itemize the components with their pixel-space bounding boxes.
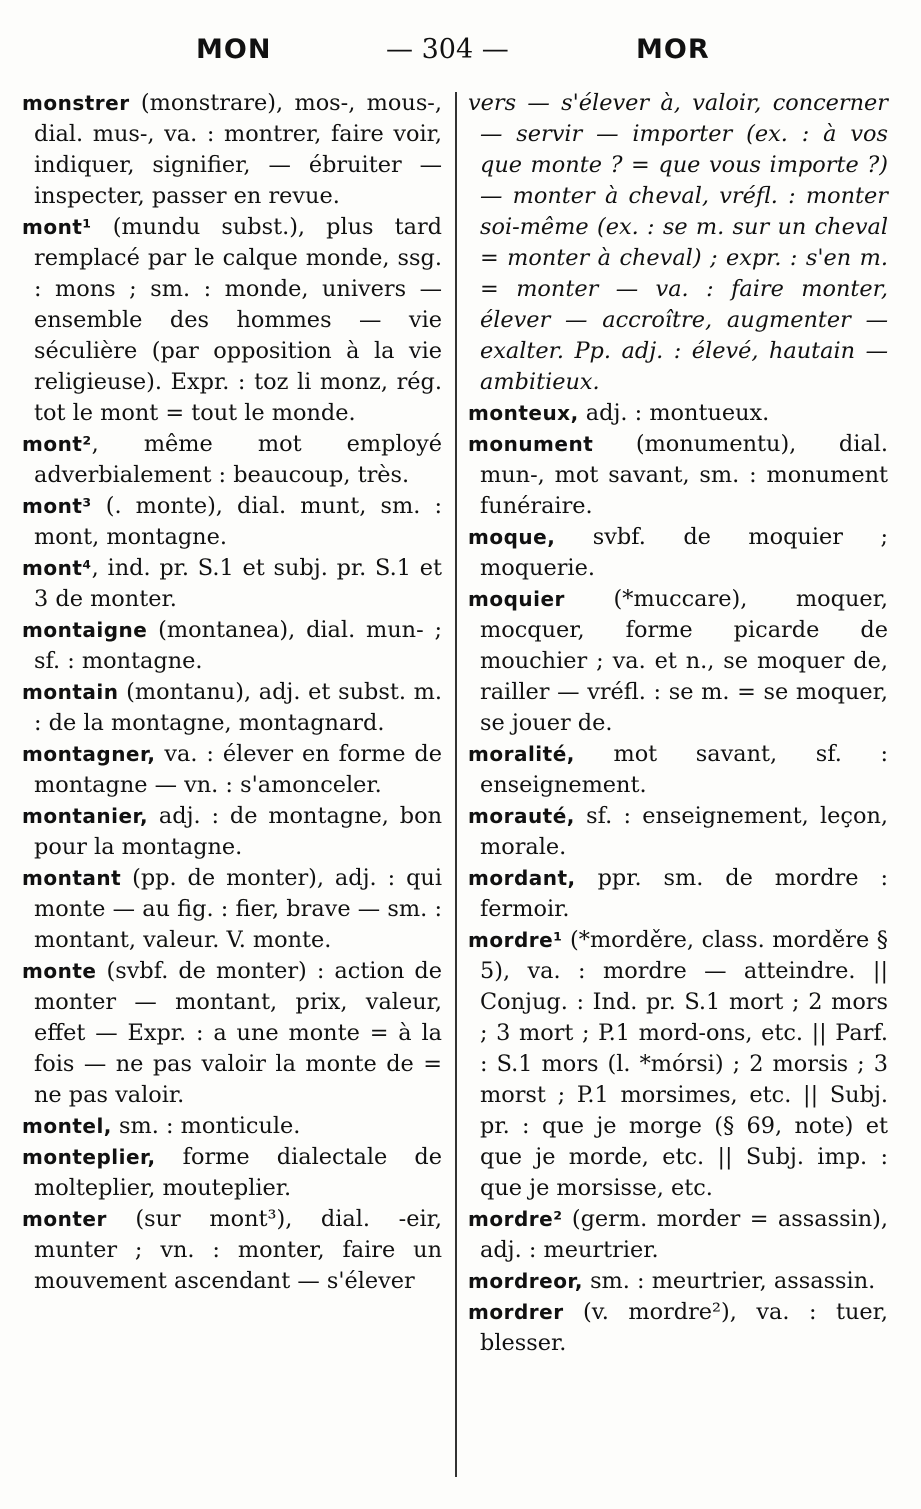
dictionary-entry [468,429,888,522]
dictionary-entry [468,398,888,429]
dictionary-entry [22,1111,442,1142]
entry-body: va. : élever en forme de montagne — vn. : s'amonceler. [34,741,442,798]
entry-headword: montain [22,680,119,704]
dictionary-entry [468,925,888,1204]
entry-headword: mont¹ [22,215,92,239]
entry-headword: moralité, [468,742,575,766]
entry-headword: monstrer [22,91,130,115]
entry-headword: monte [22,959,97,983]
entry-body: , même mot employé adverbialement : beaucoup, très. [34,431,442,488]
dictionary-entry [468,584,888,739]
entry-body: svbf. de moquier ; moquerie. [480,524,888,581]
entry-body: (. monte), dial. munt, sm. : mont, montagne. [34,493,442,550]
entry-headword: mordre¹ [468,928,563,952]
dictionary-entry [22,677,442,739]
dictionary-entry [468,863,888,925]
entry-headword: morauté, [468,804,575,828]
column-divider [455,92,457,1477]
entry-headword: mont² [22,432,92,456]
entry-headword: montant [22,866,122,890]
dictionary-entry [468,1266,888,1297]
entry-headword: monteplier, [22,1145,156,1169]
entry-body: forme dialectale de molteplier, mouteplier. [34,1144,442,1201]
entry-body: (montanea), dial. mun- ; sf. : montagne. [34,617,442,674]
entry-body: adj. : de montagne, bon pour la montagne. [34,803,442,860]
entry-body: (montanu), adj. et subst. m. : de la montagne, montagnard. [34,679,442,736]
dictionary-entry [22,1204,442,1297]
entry-body: ppr. sm. de mordre : fermoir. [480,865,888,922]
entry-headword: mont³ [22,494,92,518]
entry-body: (monstrare), mos-, mous-, dial. mus-, va. : montrer, faire voir, indiquer, signifier, — ébruiter — inspecter, passer en revue. [34,90,442,209]
entry-headword: moque, [468,525,556,549]
dictionary-entry [468,801,888,863]
entry-body: sm. : monticule. [111,1113,301,1139]
entry-body: (svbf. de monter) : action de monter — montant, prix, valeur, effet — Expr. : a une monte = à la fois — ne pas valoir la monte de = ne pas valoir. [34,958,442,1108]
entry-body: mot savant, sf. : enseignement. [480,741,888,798]
entry-headword: montel, [22,1114,112,1138]
dictionary-entry [22,553,442,615]
entry-headword: mordre² [468,1207,563,1231]
entry-body: sm. : meurtrier, assassin. [582,1268,876,1294]
left-column [22,88,442,1297]
entry-body: sf. : enseignement, leçon, morale. [480,803,888,860]
entry-body: (sur mont³), dial. -eir, munter ; vn. : monter, faire un mouvement ascendant — s'élever [34,1206,442,1294]
entry-headword: monter [22,1207,107,1231]
entry-body: vers — s'élever à, valoir, concerner — servir — importer (ex. : à vos que monte ? = que vous importe ?) — monter à cheval, vréfl. : monter soi-même (ex. : se m. sur un cheval = monter à cheval) ; expr. : s'en m. = monter — va. : faire monter, élever — accroître, augmenter — exalter. Pp. adj. : élevé, hautain — ambitieux. [468,90,888,395]
page-header [0,30,921,72]
dictionary-entry [22,739,442,801]
entry-headword: montanier, [22,804,149,828]
entry-headword: mordrer [468,1300,564,1324]
right-guide-word: MOR [636,34,710,65]
entry-headword: montaigne [22,618,148,642]
dictionary-entry [22,88,442,212]
entry-headword: monteux, [468,401,579,425]
dictionary-entry [22,491,442,553]
entry-headword: montagner, [22,742,156,766]
dictionary-entry [468,1204,888,1266]
entry-headword: moquier [468,587,565,611]
entry-body: (*morděre, class. morděre § 5), va. : mordre — atteindre. || Conjug. : Ind. pr. S.1 mort ; 2 mors ; 3 mort ; P.1 mord-ons, etc. || Parf. : S.1 mors (l. *mórsi) ; 2 morsis ; 3 morst ; P.1 morsimes, etc. || Subj. pr. : que je morge (§ 69, note) et que je morde, etc. || Subj. imp. : que je morsisse, etc. [480,927,888,1201]
entry-body: (pp. de monter), adj. : qui monte — au fig. : fier, brave — sm. : montant, valeur. V. monte. [34,865,442,953]
dictionary-entry [22,956,442,1111]
entry-headword: mordreor, [468,1269,583,1293]
entry-headword: mordant, [468,866,576,890]
entry-body: (germ. morder = assassin), adj. : meurtrier. [480,1206,888,1263]
dictionary-entry [22,801,442,863]
entry-headword: monument [468,432,594,456]
entry-body: (monumentu), dial. mun-, mot savant, sm. : monument funéraire. [480,431,888,519]
entry-body: , ind. pr. S.1 et subj. pr. S.1 et 3 de monter. [34,555,442,612]
entry-body: adj. : montueux. [578,400,770,426]
entry-headword: mont⁴ [22,556,92,580]
entry-body: (v. mordre²), va. : tuer, blesser. [480,1299,888,1356]
dictionary-entry [468,739,888,801]
dictionary-entry [22,1142,442,1204]
dictionary-entry [22,615,442,677]
entry-body: (mundu subst.), plus tard remplacé par le calque monde, ssg. : mons ; sm. : monde, univers — ensemble des hommes — vie séculière (par opposition à la vie religieuse). Expr. : toz li monz, rég. tot le mont = tout le monde. [34,214,442,426]
page-number: — 304 — [386,34,509,65]
dictionary-entry [22,429,442,491]
continued-entry [468,88,888,398]
dictionary-entry [468,522,888,584]
right-column [468,88,888,1359]
dictionary-entry [22,863,442,956]
dictionary-entry [468,1297,888,1359]
dictionary-entry [22,212,442,429]
left-guide-word: MON [196,34,272,65]
entry-body: (*muccare), moquer, mocquer, forme picarde de mouchier ; va. et n., se moquer de, railler — vréfl. : se m. = se moquer, se jouer de. [480,586,888,736]
